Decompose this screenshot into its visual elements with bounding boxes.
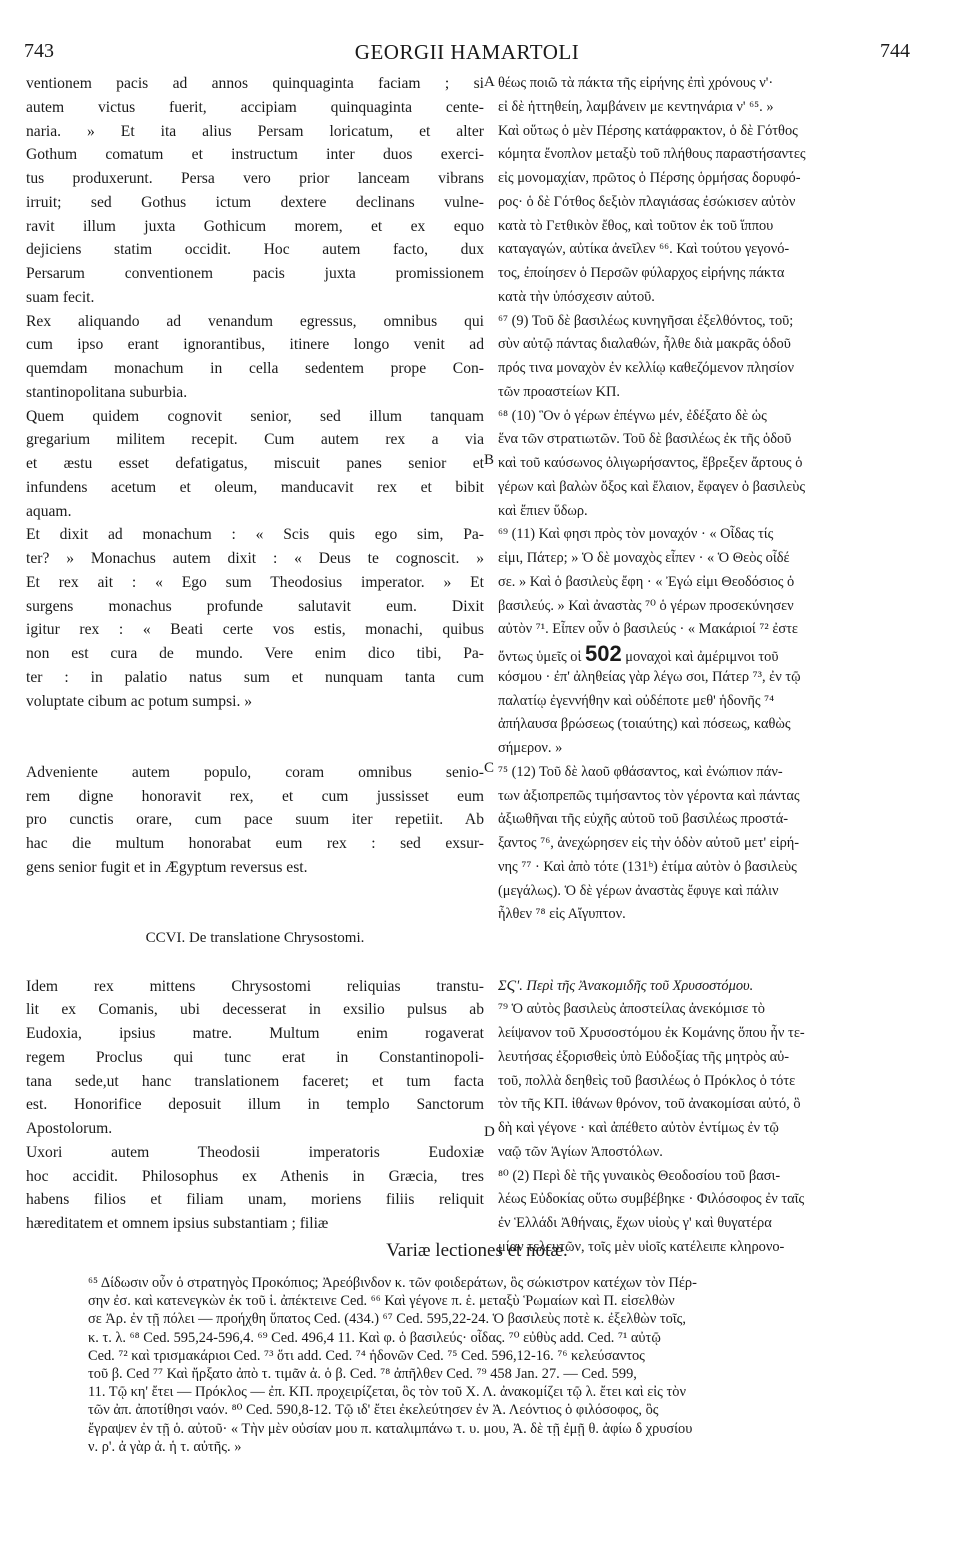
latin-line: regem Proclus qui tunc erat in Constantinopoli- <box>26 1048 484 1066</box>
latin-line: Adveniente autem populo, coram omnibus senio- <box>26 763 484 781</box>
greek-line: πρός τινα μοναχὸν ἐν κελλίῳ καθεζόμενον πλησίον <box>498 360 794 376</box>
footnote-line: Ced. ⁷² καὶ τρισμακάριοι Ced. ⁷³ ὅτι add. Ced. ⁷⁴ ἡδονῶν Ced. ⁷⁵ Ced. 596,12-16. ⁷⁶ κελεύσαντος <box>88 1347 645 1364</box>
latin-line: tana sede,ut hanc translationem faceret; et tum facta <box>26 1072 484 1090</box>
greek-line: ⁷⁹ Ὁ αὐτὸς βασιλεὺς ἀποστείλας ἀνεκόμισε τὸ <box>498 1001 765 1018</box>
latin-line: hoc accidit. Philosophus ex Athenis in Græcia, tres <box>26 1167 484 1185</box>
latin-line: Apostolorum. <box>26 1120 113 1137</box>
greek-line: εἰμι, Πάτερ; » Ὁ δὲ μοναχὸς εἶπεν · « Ὁ Θεὸς οἶδέ <box>498 550 790 566</box>
latin-line: suam fecit. <box>26 288 95 306</box>
latin-line: Et rex ait : « Ego sum Theodosius imperator. » Et <box>26 573 484 591</box>
greek-line: θέως ποιῶ τὰ πάκτα τῆς εἰρήνης ἐπὶ χρόνους ν'· <box>498 75 774 91</box>
latin-line: quemdam monachum in cella sedentem prope Con- <box>26 360 484 377</box>
latin-line: Idem rex mittens Chrysostomi reliquias transtu- <box>26 977 484 995</box>
latin-line: Uxori autem Theodosii imperatoris Eudoxiæ <box>26 1143 484 1161</box>
footnote-line: σε Ἀρ. ἐν τῇ πόλει — προήχθη ὕπατος Ced. (434.) ⁶⁷ Ced. 595,22-24. Ὁ βασιλεὺς ποτὲ κ. ἐξελθὼν τοῖς, <box>88 1311 686 1328</box>
greek-line: ἀξιωθῆναι τῆς εὐχῆς αὐτοῦ τοῦ βασιλέως προστά- <box>498 811 789 828</box>
greek-line: παλατίῳ ἐγεννήθην καὶ οὐδέποτε μεθ' ἡδονῆς ⁷⁴ <box>498 692 775 709</box>
latin-line: Gothum comatum et instructum inter duos exerci- <box>26 146 484 164</box>
latin-column <box>26 72 484 1236</box>
greek-line: νης ⁷⁷ · Καὶ ἀπὸ τότε (131ᵇ) ἐτίμα αὐτὸν ὁ βασιλεὺς <box>498 858 797 875</box>
greek-line: λευτήσας ἐξορισθεὶς ὑπὸ Εὐδοξίας τῆς μητρὸς αὐ- <box>498 1048 790 1065</box>
latin-line: stantinopolitana suburbia. <box>26 383 188 401</box>
notes-heading: Variæ lectiones et notæ. <box>386 1240 568 1261</box>
greek-line: τῶν προαστείων ΚΠ. <box>498 383 620 400</box>
greek-line: Καὶ οὕτως ὁ μὲν Πέρσης κατάφρακτον, ὁ δὲ Γότθος <box>498 122 798 139</box>
greek-line: ρος· ὁ δὲ Γότθος δεξιὸν πλαγιάσας ἐσώκισεν αὐτὸν <box>498 193 796 210</box>
footnote-line: 11. Τῷ κη' ἔτει — Πρόκλος — ἐπ. ΚΠ. προχειρίζεται, ὃς τὸν τοῦ Χ. Λ. ἀνακομίζει τῷ λ. ἔτει καὶ εἰς τὸν <box>88 1384 686 1401</box>
latin-line: irruit; sed Gothus ictum dextere declinans vulne- <box>26 193 484 211</box>
greek-line: (μεγάλως). Ὁ δὲ γέρων ἀναστὰς ἔφυγε καὶ πάλιν <box>498 882 779 899</box>
footnote-line: κ. τ. λ. ⁶⁸ Ced. 595,24-596,4. ⁶⁹ Ced. 496,4 11. Καὶ φ. ὁ βασιλεύς· οἶδας. ⁷⁰ εὐθὺς add. Ced. ⁷¹ αὐτῷ <box>88 1329 661 1346</box>
greek-line: σε. » Καὶ ὁ βασιλεὺς ἔφη · « Ἐγώ εἰμι Θεοδόσιος ὁ <box>498 573 795 590</box>
greek-line: ⁶⁷ (9) Τοῦ δὲ βασιλέως κυνηγῆσαι ἐξελθόντος, τοῦ; <box>498 312 794 329</box>
latin-line: pro cunctis orare, cum pace suum iter repetiit. Ab <box>26 811 484 829</box>
greek-line: σὺν αὐτῷ πάντας διαλαθών, ἦλθε διὰ μακρᾶς ὁδοῦ <box>498 336 791 353</box>
latin-line: dejiciens statim occidit. Hoc autem facto, dux <box>26 241 484 259</box>
latin-line: hac die multum honorabat eum rex : sed exsur- <box>26 835 484 852</box>
latin-line: ter? » Monachus autem dixit : « Deus te cognoscit. » <box>26 550 484 567</box>
footnotes <box>88 1274 910 1456</box>
latin-line: infundens acetum et oleum, manducavit rex et bibit <box>26 478 484 496</box>
latin-line: Eudoxia, ipsius matre. Multum enim rogaverat <box>26 1025 484 1042</box>
greek-line: καὶ ἔπιεν ὕδωρ. <box>498 502 588 519</box>
latin-line: aquam. <box>26 502 72 520</box>
greek-line: τὸν τῆς ΚΠ. ἰθάνων θρόνον, τοῦ ἀνακομίσαι αὐτό, ὃ <box>498 1096 801 1113</box>
greek-line: εἰ δὲ ἡττηθείη, λαμβάνειν με κεντηνάρια ν' ⁶⁵. » <box>498 98 774 115</box>
latin-line: voluptate cibum ac potum sumpsi. » <box>26 692 253 710</box>
latin-line: ventionem pacis ad annos quinquaginta faciam ; si <box>26 75 484 92</box>
greek-line: γέρων καὶ βαλὼν ὄξος καὶ ἔλαιον, ἔφαγεν ὁ βασιλεὺς <box>498 478 806 495</box>
latin-line: et æstu esset defatigatus, miscuit panes senior et <box>26 455 484 472</box>
greek-line: ⁷⁵ (12) Τοῦ δὲ λαοῦ φθάσαντος, καὶ ἐνώπιον πάν- <box>498 763 783 780</box>
greek-line: ναῷ τῶν Ἁγίων Ἀποστόλων. <box>498 1143 663 1160</box>
greek-column <box>498 72 910 1260</box>
latin-line: hæreditatem et omnem ipsius substantiam ; filiæ <box>26 1215 329 1232</box>
greek-line: βασιλεύς. » Καὶ ἀναστὰς ⁷⁰ ὁ γέρων προσεκύνησεν <box>498 597 794 614</box>
greek-line: κόσμου · ἐπ' ἀληθείας γὰρ λέγω σοι, Πάτερ ⁷³, ἐν τῷ <box>498 668 801 685</box>
greek-line: σήμερον. » <box>498 740 563 756</box>
latin-line: ter : in palatio natus sum et nunquam tanta cum <box>26 668 484 686</box>
greek-line: λέως Εὐδοκίας οὕτω συμβέβηκε · Φιλόσοφος ἐν ταῖς <box>498 1191 805 1208</box>
margin-letter-d: D <box>484 1124 495 1140</box>
greek-line: ξαντος ⁷⁶, ἀνεχώρησεν εἰς τὴν ὁδὸν αὐτοῦ μετ' εἰρή- <box>498 835 800 851</box>
column-number: 502 <box>584 642 622 666</box>
greek-line: καὶ τοῦ καύσωνος ὀλιγωρήσαντος, ἔβρεξεν ἄρτους ὁ <box>498 455 803 471</box>
latin-line: habens filios et filiam unam, moriens filiis reliquit <box>26 1191 484 1209</box>
latin-line: tus produxerunt. Persa vero prior lanceam vibrans <box>26 170 484 187</box>
latin-line: cum ipso erant ignorantibus, itinere longo venit ad <box>26 336 484 354</box>
greek-line: αὐτὸν ⁷¹. Εἶπεν οὖν ὁ βασιλεύς · « Μακάριοί ⁷² ἐστε <box>498 621 798 638</box>
greek-line: καταγαγών, αὐτίκα ἀνεῖλεν ⁶⁶. Καὶ τούτου γεγονό- <box>498 241 790 258</box>
greek-line: κατὰ τὴν ὑπόσχεσιν αὐτοῦ. <box>498 288 655 305</box>
page-header <box>24 40 910 70</box>
latin-line: Quem quidem cognovit senior, sed illum tanquam <box>26 407 484 425</box>
greek-line: ⁶⁹ (11) Καὶ φησι πρὸς τὸν μοναχόν · « Οἶδας τίς <box>498 526 774 543</box>
greek-line: ἦλθεν ⁷⁸ εἰς Αἴγυπτον. <box>498 906 626 923</box>
latin-line: naria. » Et ita alius Persam loricatum, et alter <box>26 122 484 140</box>
greek-line: κατὰ τὸ Γετθικὸν ἔθος, καὶ τοῦτον ἐκ τοῦ ἵππου <box>498 217 774 234</box>
greek-line: τος, ἐποίησεν ὁ Περσῶν φύλαρχος εἰρήνης πάκτα <box>498 265 785 281</box>
greek-line: κόμητα ἔνοπλον μεταξὺ τοῦ πλήθους παραστήσαντες <box>498 146 806 163</box>
latin-line: est. Honorifice deposuit illum in templo Sanctorum <box>26 1096 484 1114</box>
footnote-line: τοῦ β. Ced ⁷⁷ Καὶ ἤρξατο ἀπὸ τ. τιμᾶν ἀ. ὁ β. Ced. ⁷⁸ ἀπῆλθεν Ced. ⁷⁹ 458 Jan. 27. — Ced. 599, <box>88 1365 637 1382</box>
greek-line: ἕνα τῶν στρατιωτῶν. Τοῦ δὲ βασιλέως ἐκ τῆς ὁδοῦ <box>498 431 792 448</box>
latin-line: Persarum conventionem pacis juxta promissionem <box>26 265 484 282</box>
latin-line: Et dixit ad monachum : « Scis quis ego sim, Pa- <box>26 526 484 544</box>
page-number-left: 743 <box>24 40 54 62</box>
greek-line: δὴ καὶ γέγονε · καὶ ἀπέθετο αὐτὸν ἐντίμως ἐν τῷ <box>498 1120 779 1136</box>
greek-line: των ἀξιοπρεπῶς τιμήσαντος τὸν γέροντα καὶ πάντας <box>498 787 800 804</box>
section-heading-latin: CCVI. De translatione Chrysostomi. <box>145 930 365 946</box>
margin-letter-a: A <box>484 74 495 90</box>
greek-line: μίαν τελευτῶν, τοῖς μὲν υἱοῖς κατέλειπε κληρονο- <box>498 1238 785 1255</box>
latin-line: autem victus fuerit, accipiam quinquaginta cente- <box>26 98 484 116</box>
greek-line: ⁸⁰ (2) Περὶ δὲ τῆς γυναικὸς Θεοδοσίου τοῦ βασι- <box>498 1167 781 1184</box>
latin-line: lit ex Comanis, ubi decesserat in exsilio pulsus ab <box>26 1001 484 1019</box>
latin-line: surgens monachus profunde salutavit eum. Dixit <box>26 597 484 615</box>
latin-line: ravit illum juxta Gothicum morem, et ex equo <box>26 217 484 235</box>
latin-line: rem digne honoravit rex, et cum jussisset eum <box>26 787 484 805</box>
greek-line: ἀπήλαυσα βρώσεως (τοιαύτης) καὶ πόσεως, καθὼς <box>498 716 791 733</box>
greek-line: λείψανον τοῦ Χρυσοστόμου ἐκ Κομάνης ὅπου ἦν τε- <box>498 1025 805 1041</box>
latin-line: Rex aliquando ad venandum egressus, omnibus qui <box>26 312 484 330</box>
footnote-line: τῶν ἀπ. ἀποτίθησι ναόν. ⁸⁰ Ced. 590,8-12. Τῷ ιδ' ἔτει ἐκελεύτησεν ἐν Ἀ. Λεόντιος ὁ φιλόσοφος, ὃς <box>88 1402 659 1419</box>
greek-line: τοῦ, πολλὰ δεηθεὶς τοῦ βασιλέως ὁ Πρόκλος ὁ τότε <box>498 1072 796 1089</box>
greek-line: ὄντως ὑμεῖς οἱ 502 μοναχοὶ καὶ ἀμέριμνοι τοῦ <box>498 642 779 666</box>
running-title: GEORGII HAMARTOLI <box>354 40 580 64</box>
footnote-line: ν. ρ'. ἀ γὰρ ἀ. ἡ τ. αὐτῆς. » <box>88 1438 242 1455</box>
greek-line: ἐν Ἑλλάδι Ἀθήναις, ἔχων υἱοὺς γ' καὶ θυγατέρα <box>498 1215 772 1231</box>
greek-line: εἰς μονομαχίαν, πρῶτος ὁ Πέρσης ὁρμήσας δορυφό- <box>498 170 801 186</box>
latin-line: gregarium militem recepit. Cum autem rex a via <box>26 431 484 449</box>
greek-line: ⁶⁸ (10) Ὃν ὁ γέρων ἐπέγνω μέν, ἐδέξατο δὲ ὡς <box>498 407 767 424</box>
margin-letter-c: C <box>484 760 495 776</box>
section-heading-greek: ΣϚ'. Περὶ τῆς Ἀνακομιδῆς τοῦ Χρυσοστόμου. <box>498 977 754 994</box>
footnote-line: σην ἐσ. καὶ κατενεγκὼν ἐκ τοῦ ἱ. ἀπέκτεινε Ced. ⁶⁶ Καὶ γέγονε π. ἑ. μεταξὺ Ῥωμαίων καὶ Π. εἰσελθὼν <box>88 1293 675 1310</box>
footnote-line: ἔγραψεν ἐν τῇ ὁ. αὐτοῦ· « Τὴν μὲν οὐσίαν μου π. καταλιμπάνω τ. υ. μου, Ἀ. δὲ τῇ ἐμῇ θ. ἀφίω δ χρυσίου <box>88 1420 693 1437</box>
latin-line: gens senior fugit et in Ægyptum reversus est. <box>26 858 308 876</box>
margin-letter-b: B <box>484 452 495 468</box>
footnote-line: ⁶⁵ Δίδωσιν οὖν ὁ στρατηγὸς Προκόπιος; Ἀρεόβινδον κ. τῶν φοιδεράτων, ὃς σώκιστρον κατέχων τὸν Πέρ- <box>88 1275 697 1291</box>
latin-line: igitur rex : « Beati certe vos estis, monachi, quibus <box>26 621 484 639</box>
page-number-right: 744 <box>880 40 910 62</box>
latin-line: non est cura de mundo. Vere enim dico tibi, Pa- <box>26 645 484 662</box>
